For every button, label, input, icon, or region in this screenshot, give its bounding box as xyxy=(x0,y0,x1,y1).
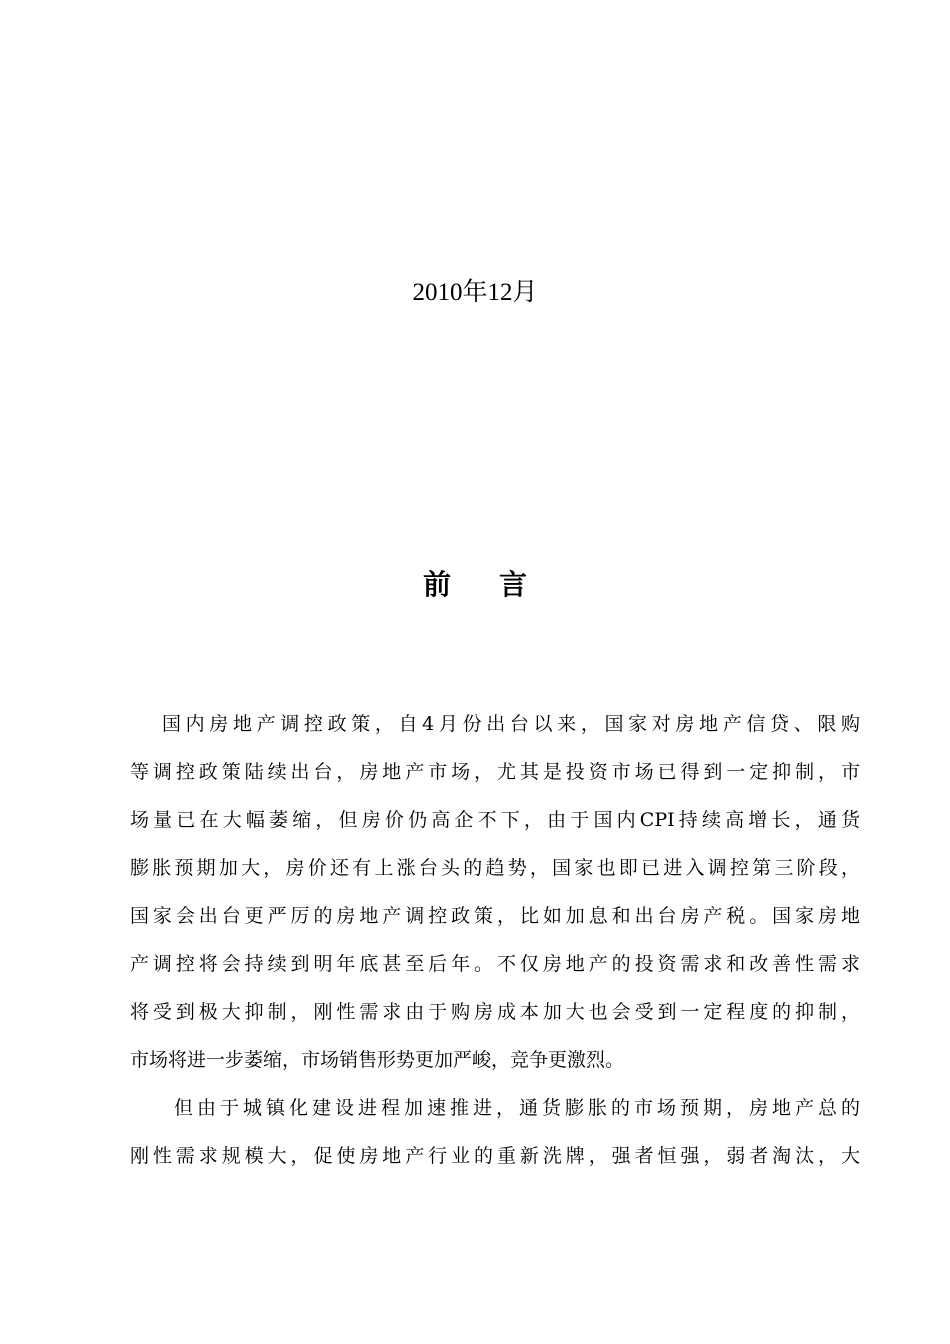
text-line: 刚性需求规模大，促使房地产行业的重新洗牌，强者恒强，弱者淘汰，大 xyxy=(130,1145,860,1167)
paragraph xyxy=(130,1084,860,1180)
text-line: 将受到极大抑制，刚性需求由于购房成本加大也会受到一定程度的抑制， xyxy=(130,1001,860,1023)
text-line: 市场将进一步萎缩，市场销售形势更加严峻，竞争更激烈。 xyxy=(130,1049,625,1071)
text-line: 等调控政策陆续出台，房地产市场，尤其是投资市场已得到一定抑制，市 xyxy=(130,761,860,783)
body-text xyxy=(130,700,860,1180)
document-date: 2010年12月 xyxy=(412,279,538,306)
text-line: 国家会出台更严厉的房地产调控政策，比如加息和出台房产税。国家房地 xyxy=(130,905,860,927)
paragraph xyxy=(130,700,860,1084)
text-line: 国内房地产调控政策，自4月份出台以来，国家对房地产信贷、限购 xyxy=(162,713,860,735)
text-line: 场量已在大幅萎缩，但房价仍高企不下，由于国内CPI持续高增长，通货 xyxy=(130,809,860,831)
section-heading: 前言 xyxy=(422,568,575,601)
text-line: 膨胀预期加大，房价还有上涨台头的趋势，国家也即已进入调控第三阶段， xyxy=(130,857,860,879)
text-line: 但由于城镇化建设进程加速推进，通货膨胀的市场预期，房地产总的 xyxy=(174,1097,860,1119)
text-line: 产调控将会持续到明年底甚至后年。不仅房地产的投资需求和改善性需求 xyxy=(130,953,860,975)
